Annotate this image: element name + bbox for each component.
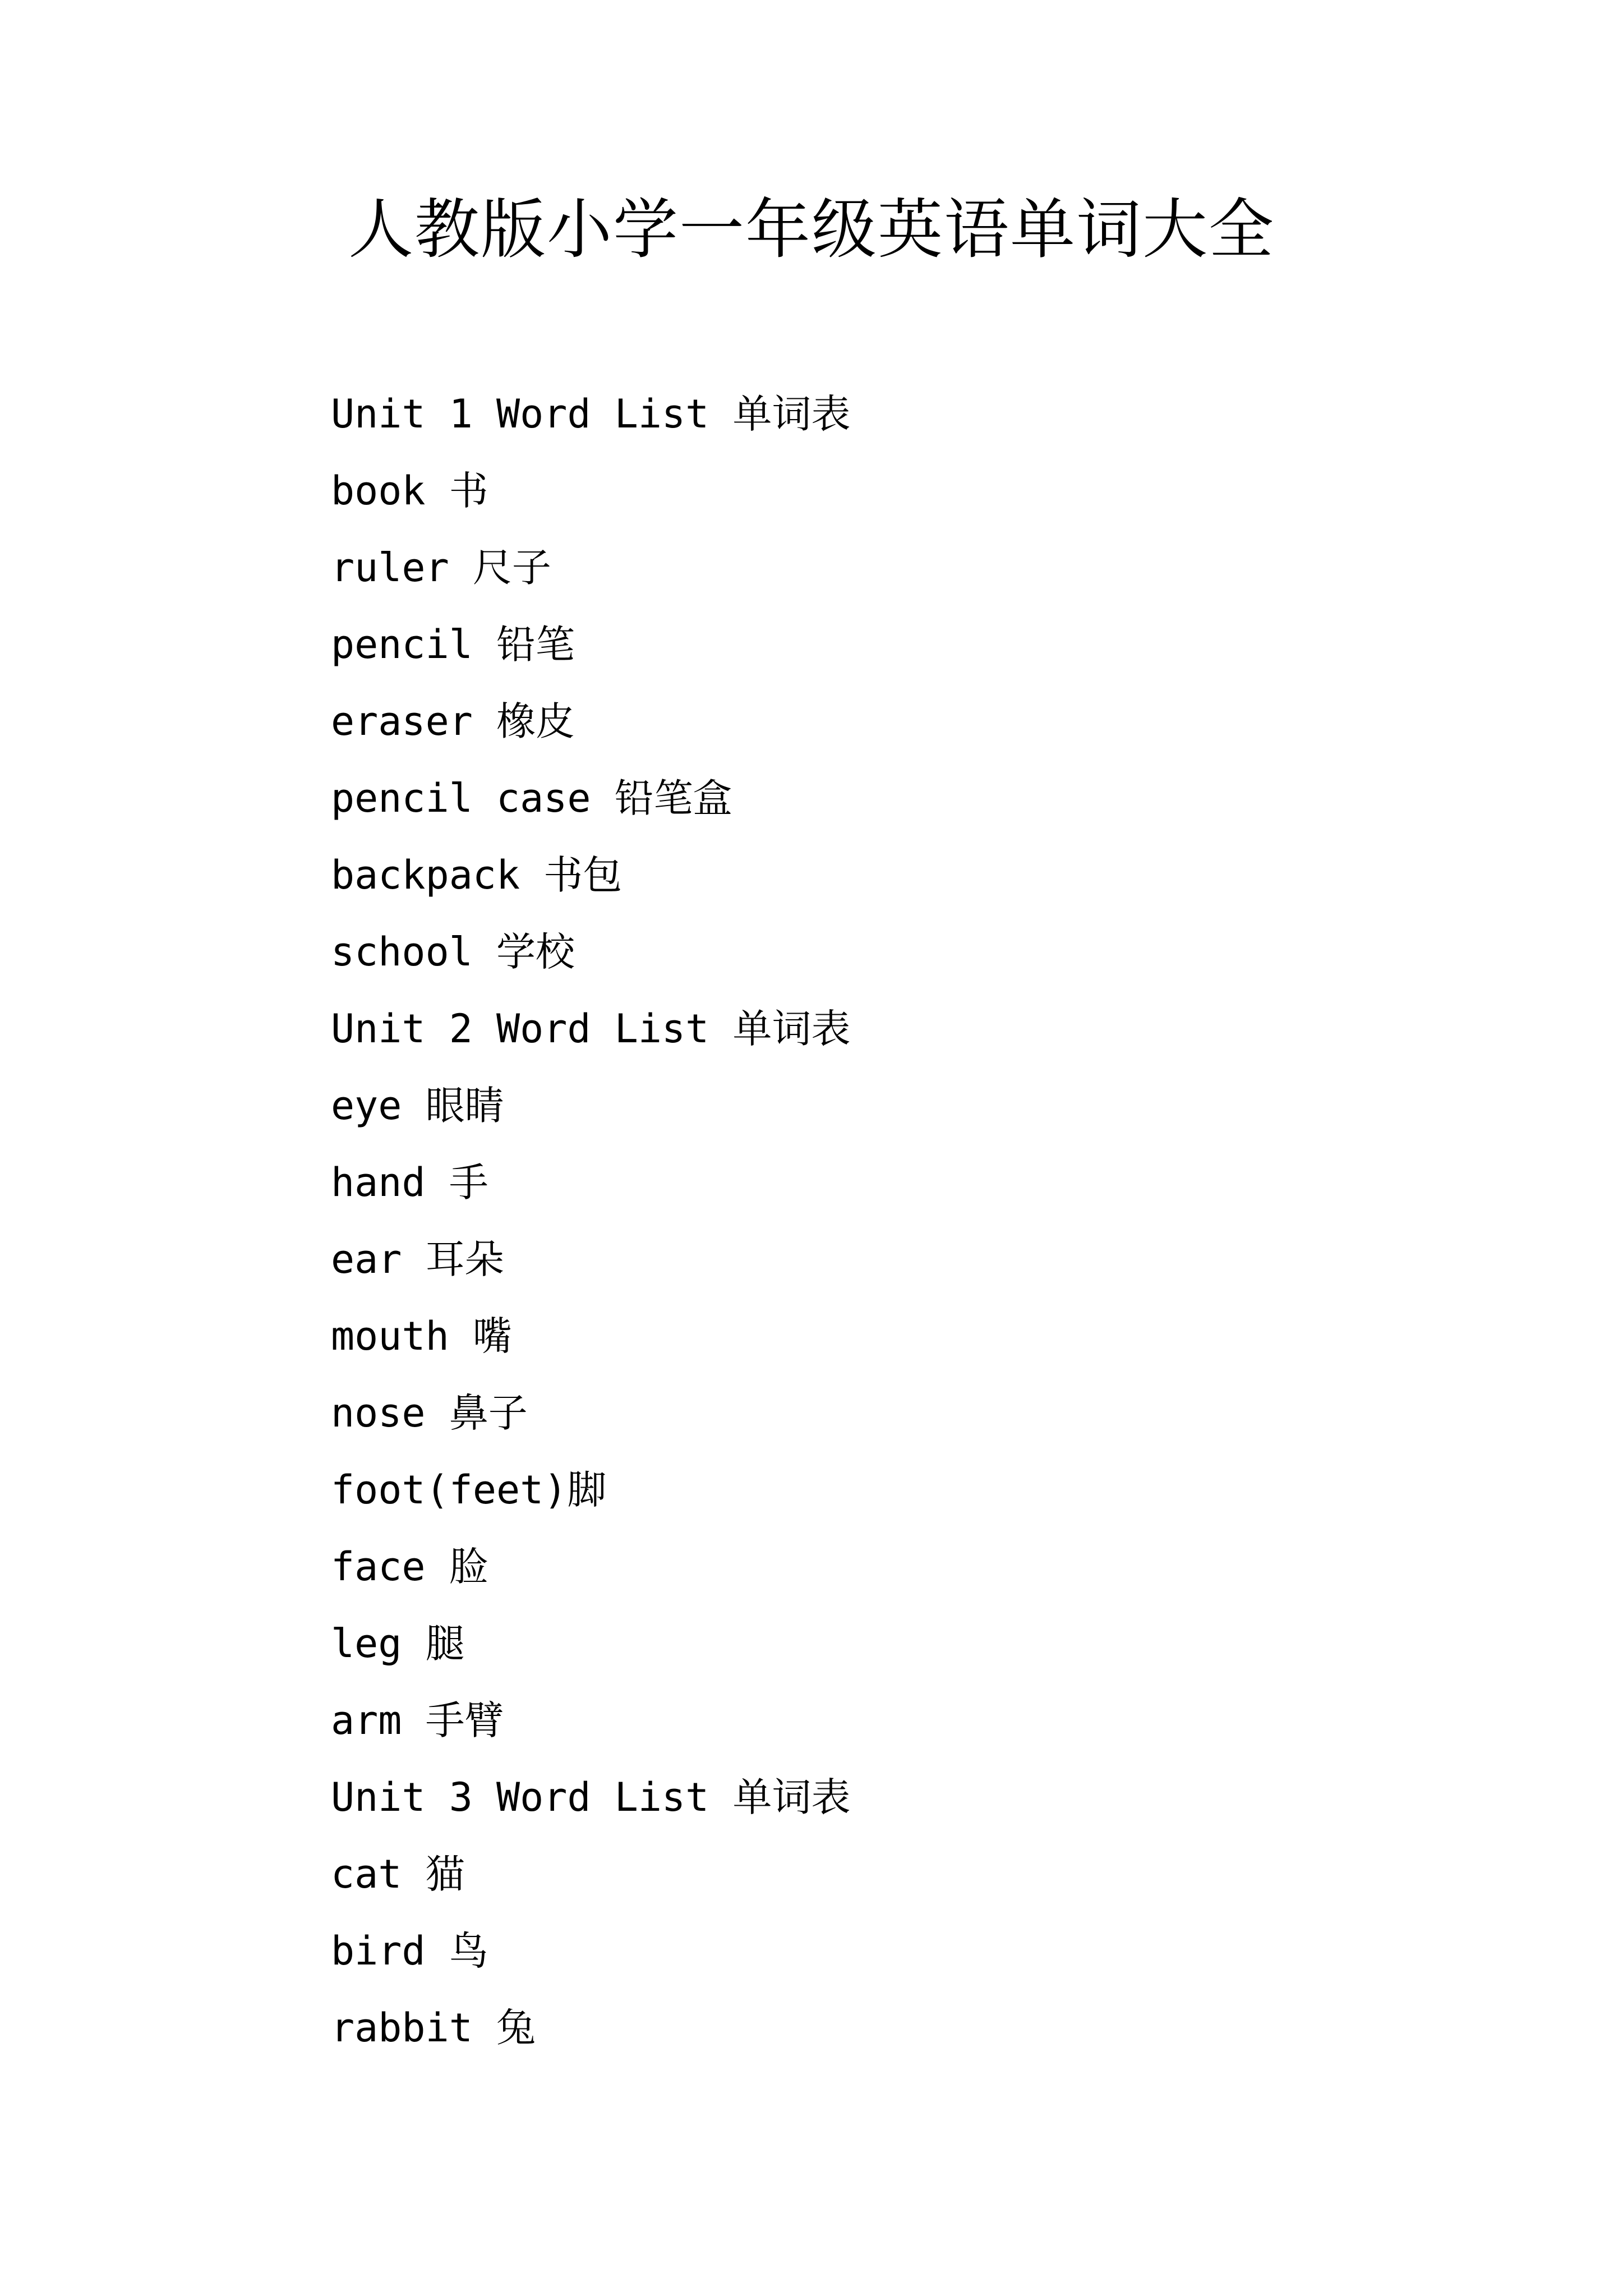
word-entry: hand 手 (331, 1159, 488, 1205)
word-entry: eraser 橡皮 (331, 698, 575, 744)
word-entry: bird 鸟 (331, 1928, 488, 1974)
word-entry: backpack 书包 (331, 852, 623, 898)
word-entry: ruler 尺子 (331, 545, 551, 591)
word-entry: school 学校 (331, 929, 575, 975)
word-entry: foot(feet)脚 (331, 1467, 607, 1513)
word-entry: arm 手臂 (331, 1697, 504, 1743)
word-entry: pencil case 铅笔盒 (331, 775, 732, 821)
word-entry: cat 猫 (331, 1851, 465, 1897)
unit-1-heading: Unit 1 Word List 单词表 (331, 391, 851, 437)
word-entry: leg 腿 (331, 1621, 465, 1667)
word-entry: book 书 (331, 468, 488, 514)
word-list (331, 376, 850, 2067)
word-entry: ear 耳朵 (331, 1236, 504, 1282)
unit-2-heading: Unit 2 Word List 单词表 (331, 1006, 851, 1052)
word-entry: face 脸 (331, 1544, 488, 1590)
word-entry: pencil 铅笔 (331, 622, 575, 668)
word-entry: rabbit 兔 (331, 2005, 536, 2051)
word-entry: mouth 嘴 (331, 1313, 512, 1359)
unit-3-heading: Unit 3 Word List 单词表 (331, 1774, 851, 1820)
document-title: 人教版小学一年级英语单词大全 (348, 192, 1275, 268)
word-entry: eye 眼睛 (331, 1083, 504, 1129)
word-entry: nose 鼻子 (331, 1390, 528, 1436)
